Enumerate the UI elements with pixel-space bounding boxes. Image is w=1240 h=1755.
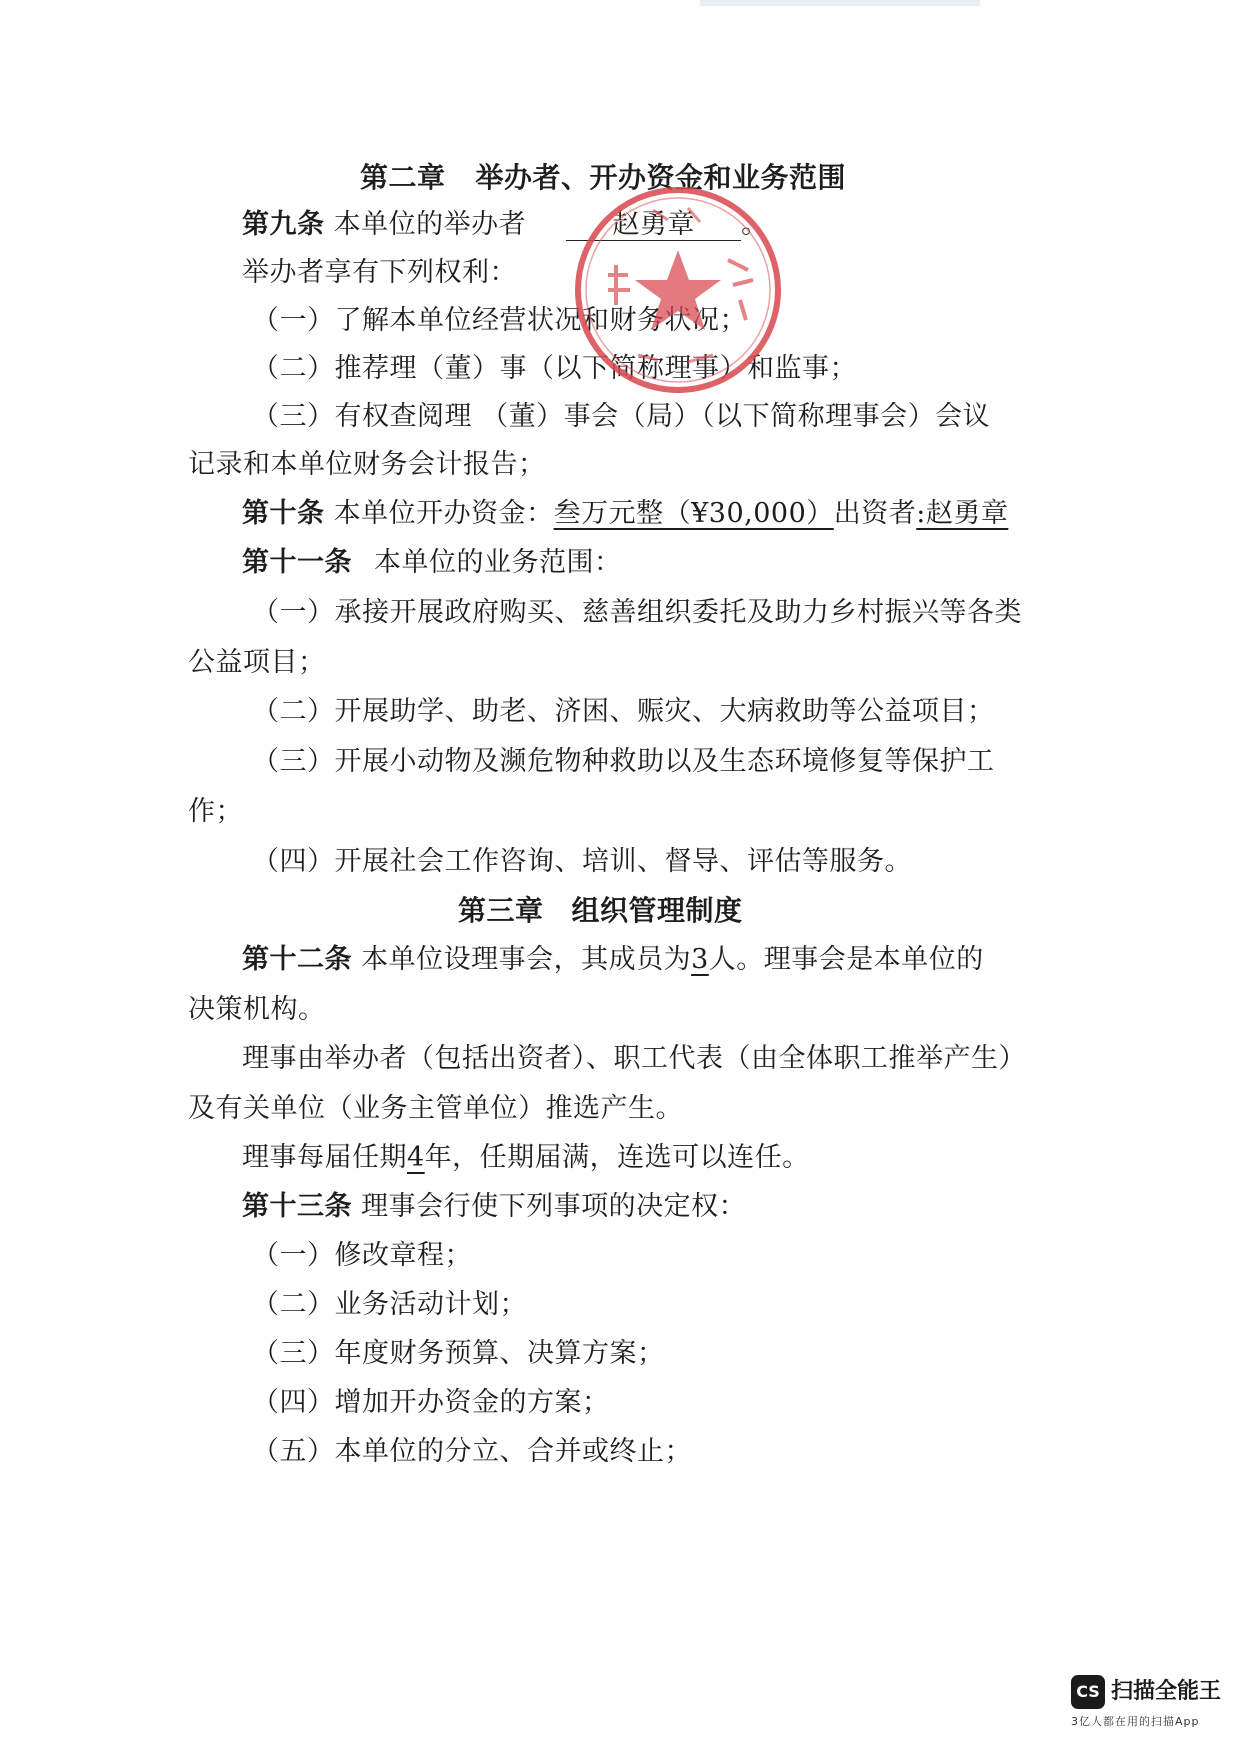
article-10	[242, 496, 1008, 532]
scanner-app-name: 扫描全能王	[1111, 1679, 1222, 1704]
article-10-text: 本单位开办资金：	[333, 498, 554, 529]
chapter-2-number: 第二章	[360, 161, 446, 194]
article-9-text: 本单位的举办者	[333, 209, 527, 240]
power-item-3: （三）年度财务预算、决算方案；	[252, 1338, 665, 1369]
rights-item-3-cont: 记录和本单位财务会计报告；	[188, 449, 546, 480]
investor-label: 出资者	[833, 498, 917, 529]
scope-item-4: （四）开展社会工作咨询、培训、督导、评估等服务。	[252, 846, 912, 877]
article-12-cont: 决策机构。	[188, 994, 326, 1025]
official-seal	[568, 180, 788, 400]
board-member-count: 3	[691, 944, 709, 975]
article-9-end: 。	[741, 209, 769, 240]
article-9-label: 第九条	[242, 209, 325, 240]
rights-intro: 举办者享有下列权利：	[242, 257, 517, 288]
article-13-label: 第十三条	[242, 1191, 352, 1222]
rights-item-1: （一）了解本单位经营状况和财务状况；	[252, 305, 747, 336]
scope-item-1: （一）承接开展政府购买、慈善组织委托及助力乡村振兴等各类	[252, 597, 1022, 628]
rights-item-2: （二）推荐理（董）事（以下简称理事）和监事；	[252, 353, 857, 384]
scope-item-2: （二）开展助学、助老、济困、赈灾、大病救助等公益项目；	[252, 696, 995, 727]
article-10-label: 第十条	[242, 498, 325, 529]
term-of-office	[242, 1140, 810, 1176]
article-12-text: 本单位设理事会，其成员为	[361, 944, 692, 975]
power-item-2: （二）业务活动计划；	[252, 1289, 527, 1320]
article-13-text: 理事会行使下列事项的决定权：	[361, 1191, 747, 1222]
article-11	[242, 545, 622, 581]
organizer-name: 赵勇章	[566, 210, 741, 241]
article-11-text: 本单位的业务范围：	[374, 547, 622, 578]
funding-amount: 叁万元整（¥30,000）	[553, 498, 834, 529]
scanner-app-tagline: 3亿人都在用的扫描App	[1071, 1715, 1200, 1728]
cs-logo-icon: CS	[1071, 1675, 1105, 1709]
article-12-label: 第十二条	[242, 944, 352, 975]
scope-item-1-cont: 公益项目；	[188, 647, 326, 678]
scope-item-3-cont: 作；	[188, 796, 243, 827]
article-12	[242, 942, 984, 978]
investor-name: :赵勇章	[916, 498, 1009, 529]
chapter-3-heading	[458, 893, 743, 929]
directors-origin: 理事由举办者（包括出资者）、职工代表（由全体职工推举产生）	[242, 1043, 1026, 1074]
scan-artifact	[700, 0, 980, 6]
rights-item-3: （三）有权查阅理 （董）事会（局）（以下简称理事会）会议	[252, 401, 991, 432]
power-item-1: （一）修改章程；	[252, 1240, 472, 1271]
term-text-before: 理事每届任期	[242, 1142, 407, 1173]
power-item-5: （五）本单位的分立、合并或终止；	[252, 1436, 692, 1467]
article-13	[242, 1189, 746, 1225]
chapter-3-title: 组织管理制度	[571, 894, 743, 927]
term-text-after: 年，任期届满，连选可以连任。	[424, 1142, 810, 1173]
power-item-4: （四）增加开办资金的方案；	[252, 1387, 610, 1418]
term-years: 4	[407, 1142, 425, 1173]
chapter-3-number: 第三章	[458, 894, 544, 927]
article-11-label: 第十一条	[242, 547, 352, 578]
scanner-watermark	[1071, 1675, 1223, 1745]
scope-item-3: （三）开展小动物及濒危物种救助以及生态环境修复等保护工	[252, 746, 995, 777]
chapter-2-title: 举办者、开办资金和业务范围	[475, 161, 847, 194]
article-12-text-after: 人。理事会是本单位的	[708, 944, 984, 975]
directors-origin-cont: 及有关单位（业务主管单位）推选产生。	[188, 1093, 683, 1124]
